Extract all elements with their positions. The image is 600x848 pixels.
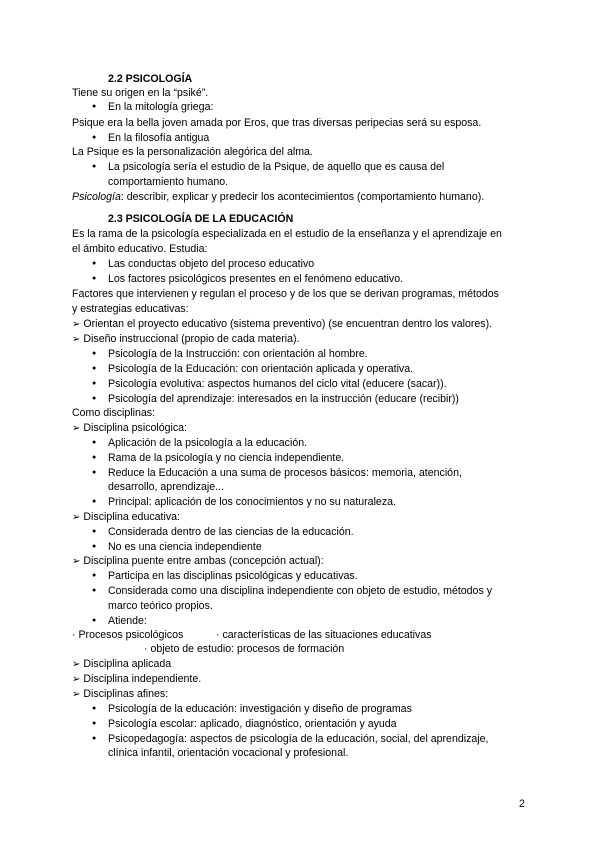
paragraph: y estrategias educativas: (72, 303, 189, 315)
bullet-item: ● Psicología del aprendizaje: interesados en la instrucción (educare (recibir)) (108, 392, 459, 406)
paragraph: Es la rama de la psicología especializada en el estudio de la enseñanza y el aprendizaje en (72, 228, 502, 240)
arrow-item: ➢ Orientan el proyecto educativo (sistema preventivo) (se encuentran dentro los valores). (72, 317, 492, 332)
arrow-icon (72, 673, 83, 685)
attends-object: · objeto de estudio: procesos de formación (144, 643, 345, 655)
arrow-icon (72, 511, 83, 523)
arrow-icon (72, 658, 83, 670)
definition-line (72, 190, 484, 204)
bullet-item: ● Participa en las disciplinas psicológicas y educativas. (108, 569, 358, 583)
definition-term: Psicología (72, 191, 121, 203)
paragraph: Factores que intervienen y regulan el proceso y de los que se derivan programas, métodos (72, 288, 499, 300)
page-number: 2 (519, 798, 525, 810)
arrow-icon (72, 422, 83, 434)
bullet-item: ● Psicología de la educación: investigación y diseño de programas (108, 702, 412, 716)
arrow-item: ➢ Disciplina puente entre ambas (concepción actual): (72, 554, 324, 569)
arrow-icon (72, 688, 83, 700)
bullet-item: ● Psicopedagogía: aspectos de psicología de la educación, social, del aprendizaje, (108, 732, 488, 746)
bullet-item: ● Los factores psicológicos presentes en el fenómeno educativo. (108, 272, 403, 286)
section-heading-psicologia-educacion: 2.3 PSICOLOGÍA DE LA EDUCACIÓN (108, 213, 294, 225)
bullet-item: ● Psicología evolutiva: aspectos humanos del ciclo vital (educere (sacar)). (108, 377, 447, 391)
bullet-item: ● Psicología de la Educación: con orientación aplicada y operativa. (108, 362, 413, 376)
bullet-item: ● Considerada como una disciplina independiente con objeto de estudio, métodos y (108, 584, 492, 598)
bullet-continuation: clínica infantil, orientación vocacional y profesional. (108, 747, 349, 759)
bullet-item: ● La psicología sería el estudio de la Psique, de aquello que es causa del (108, 160, 444, 174)
bullet-item: ● Las conductas objeto del proceso educativo (108, 257, 314, 271)
bullet-item: ● Rama de la psicología y no ciencia independiente. (108, 451, 344, 465)
paragraph: La Psique es la personalización alegórica del alma. (72, 146, 313, 158)
attends-right: · características de las situaciones educativas (216, 629, 432, 641)
arrow-icon (72, 333, 83, 345)
bullet-continuation: marco teórico propios. (108, 600, 213, 612)
attends-left: · Procesos psicológicos (72, 629, 184, 641)
arrow-item: ➢ Disciplinas afines: (72, 687, 168, 702)
arrow-icon (72, 555, 83, 567)
paragraph: Psique era la bella joven amada por Eros, que tras diversas peripecias será su esposa. (72, 117, 482, 129)
paragraph: Como disciplinas: (72, 407, 156, 419)
definition-text: : describir, explicar y predecir los acontecimientos (comportamiento humano). (120, 191, 485, 203)
bullet-continuation: desarrollo, aprendizaje... (108, 481, 225, 493)
paragraph: el ámbito educativo. Estudia: (72, 243, 208, 255)
arrow-item: ➢ Disciplina independiente. (72, 672, 201, 687)
bullet-item: ● Principal: aplicación de los conocimientos y no su naturaleza. (108, 495, 396, 509)
arrow-item: ➢ Disciplina aplicada (72, 657, 171, 672)
bullet-item: ● En la filosofía antigua (108, 131, 209, 145)
section-heading-psicologia: 2.2 PSICOLOGÍA (108, 73, 193, 85)
arrow-item: ➢ Disciplina educativa: (72, 510, 180, 525)
bullet-item: ● Psicología de la Instrucción: con orientación al hombre. (108, 347, 368, 361)
bullet-item: ● Aplicación de la psicología a la educación. (108, 436, 307, 450)
bullet-item: ● Considerada dentro de las ciencias de la educación. (108, 525, 354, 539)
bullet-item: ● Reduce la Educación a una suma de procesos básicos: memoria, atención, (108, 466, 462, 480)
bullet-item: ● Psicología escolar: aplicado, diagnóstico, orientación y ayuda (108, 717, 397, 731)
bullet-item: ● No es una ciencia independiente (108, 540, 262, 554)
arrow-icon (72, 318, 83, 330)
bullet-item: ● En la mitología griega: (108, 100, 213, 114)
paragraph: Tiene su origen en la “psiké”. (72, 87, 209, 99)
arrow-item: ➢ Diseño instruccional (propio de cada materia). (72, 332, 300, 347)
bullet-continuation: comportamiento humano. (108, 176, 229, 188)
arrow-item: ➢ Disciplina psicológica: (72, 421, 187, 436)
bullet-item: ● Atiende: (108, 614, 147, 628)
